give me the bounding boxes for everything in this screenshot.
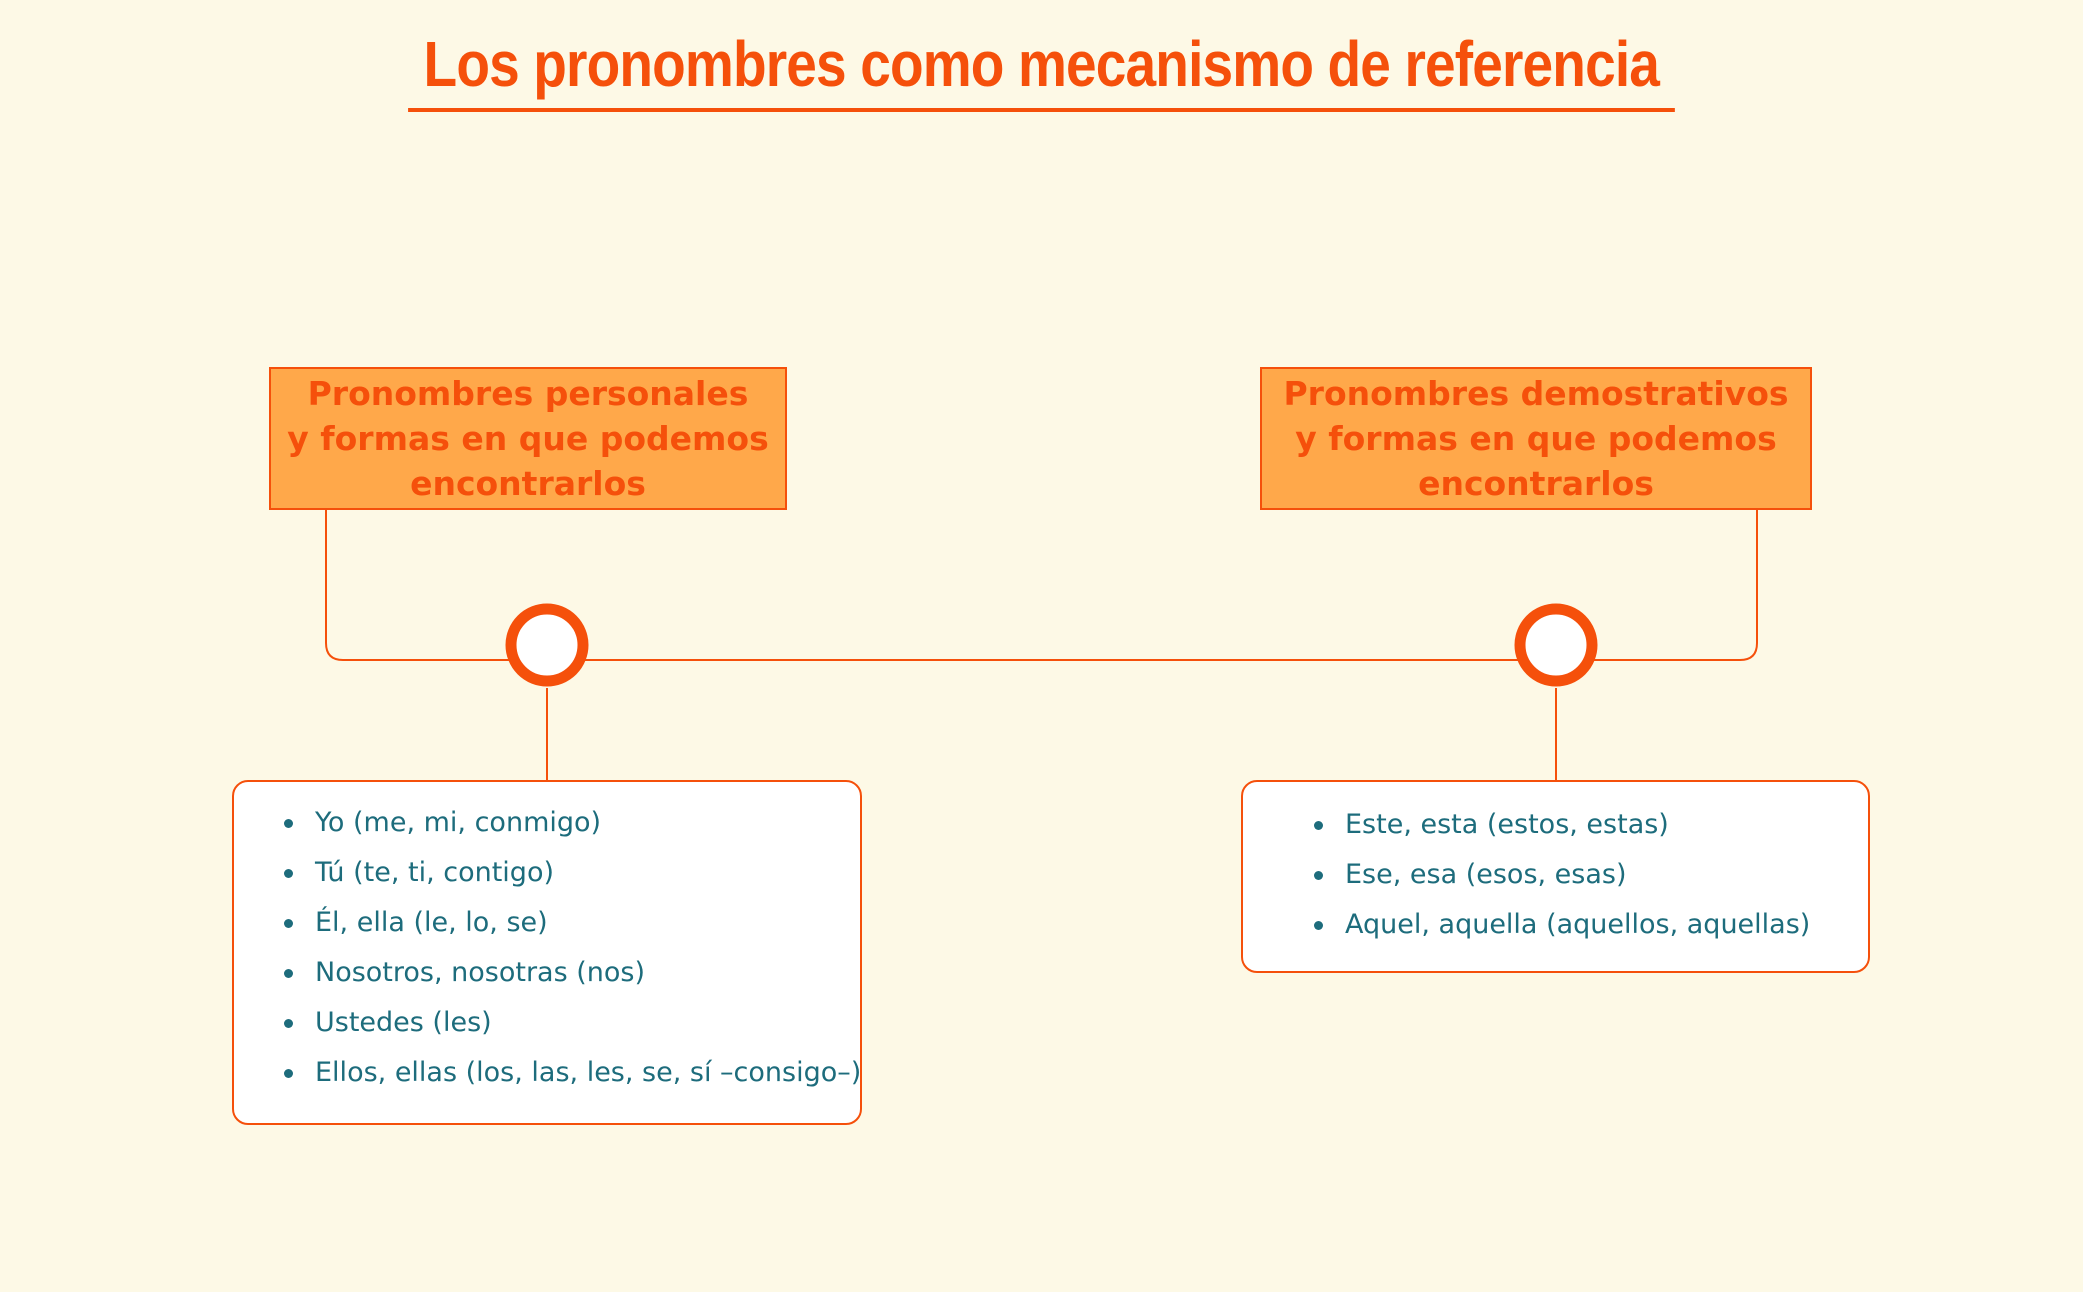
list-box-personales <box>232 780 862 1125</box>
list-item: Yo (me, mi, conmigo) <box>284 798 861 848</box>
heading-box-demostrativos: Pronombres demostrativos y formas en que podemos encontrarlos <box>1260 367 1812 510</box>
list-item: Ese, esa (esos, esas) <box>1314 850 1810 900</box>
bullet-list-demostrativos <box>1314 800 1810 950</box>
list-item: Él, ella (le, lo, se) <box>284 898 861 948</box>
node-circle-left <box>511 609 583 681</box>
list-item: Ellos, ellas (los, las, les, se, sí –consigo–) <box>284 1048 861 1098</box>
heading-box-personales: Pronombres personales y formas en que podemos encontrarlos <box>269 367 787 510</box>
list-item: Este, esta (estos, estas) <box>1314 800 1810 850</box>
list-item: Ustedes (les) <box>284 998 861 1048</box>
node-circle-right <box>1520 609 1592 681</box>
page-title-text: Los pronombres como mecanismo de referencia <box>408 28 1674 112</box>
list-item: Nosotros, nosotras (nos) <box>284 948 861 998</box>
bullet-list-personales <box>284 798 861 1098</box>
list-item: Aquel, aquella (aquellos, aquellas) <box>1314 900 1810 950</box>
list-box-demostrativos <box>1241 780 1870 973</box>
list-item: Tú (te, ti, contigo) <box>284 848 861 898</box>
